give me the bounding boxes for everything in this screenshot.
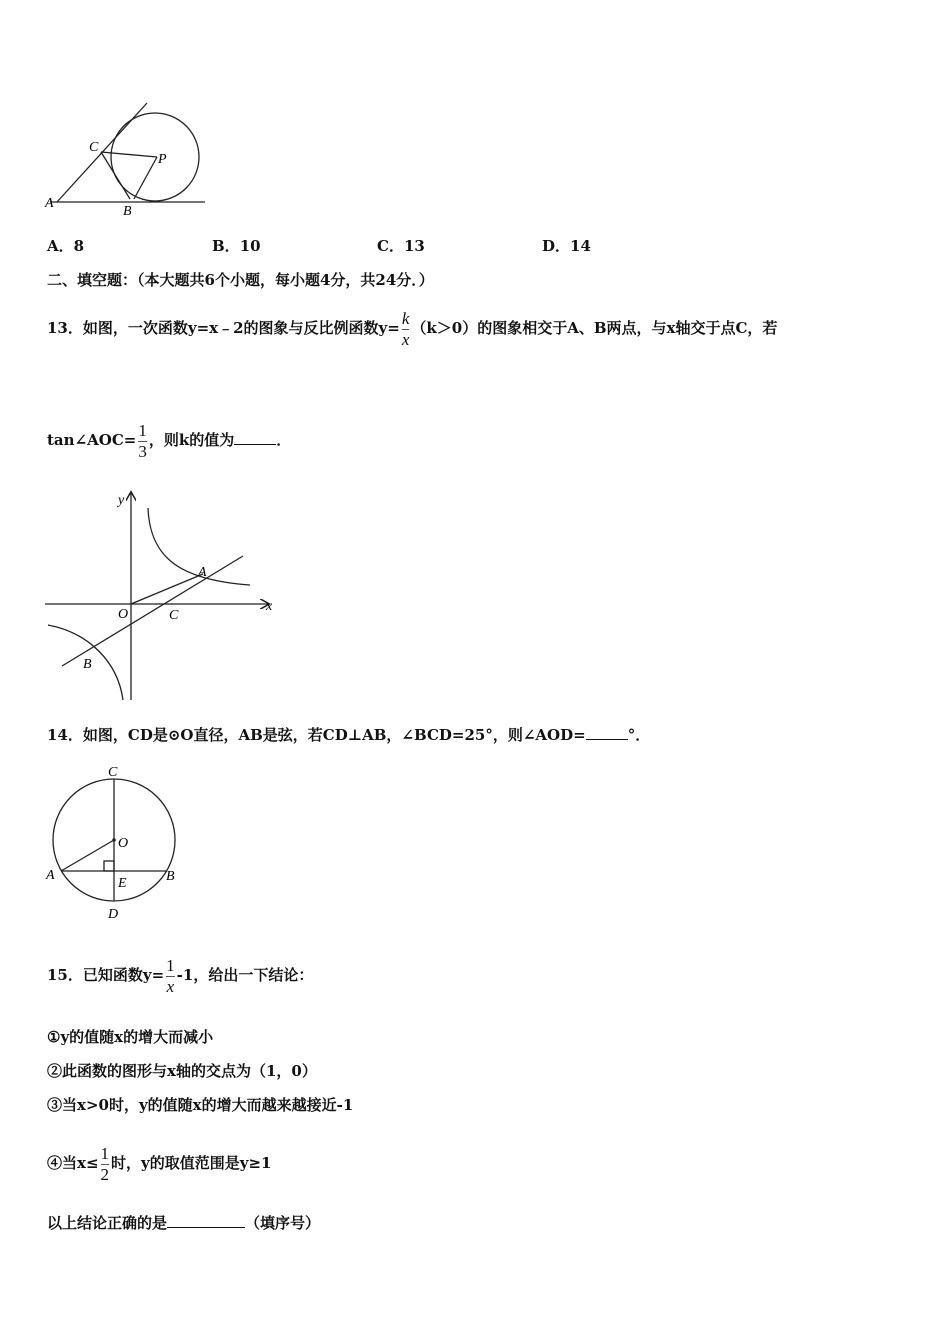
question-15: 15．已知函数y= $\frac{1}{x}$ -1，给出一下结论： bbox=[47, 955, 314, 996]
option-c: C．13 bbox=[377, 237, 425, 255]
question-13-line2: tan∠AOC= $\frac{1}{3}$ ，则k的值为 ． bbox=[47, 420, 292, 461]
conclusion-1: ①y的值随x的增大而减小 bbox=[47, 1028, 214, 1046]
label-e: E bbox=[118, 876, 127, 891]
option-b: B．10 bbox=[212, 237, 261, 255]
label-a: A bbox=[198, 565, 207, 580]
label-p: P bbox=[158, 152, 167, 167]
label-c: C bbox=[89, 140, 99, 155]
answer-blank-13[interactable] bbox=[234, 430, 276, 445]
label-x: x bbox=[266, 599, 273, 614]
segment-pb bbox=[134, 157, 157, 199]
section-title: 二、填空题：（本大题共6个小题，每小题4分，共24分．） bbox=[47, 271, 434, 289]
line-y-eq-x-minus-2 bbox=[62, 556, 243, 666]
figure-circle-diameter bbox=[40, 760, 185, 925]
fraction-one-over-x: $\frac{1}{x}$ bbox=[166, 955, 175, 996]
segment-cp bbox=[101, 152, 157, 157]
center-dot bbox=[112, 838, 116, 842]
label-a: A bbox=[45, 196, 54, 211]
figure-hyperbola-graph bbox=[40, 488, 280, 703]
conclusion-3: ③当x>0时，y的值随x的增大而越来越接近-1 bbox=[47, 1096, 354, 1114]
label-a: A bbox=[46, 868, 55, 883]
right-angle-mark bbox=[104, 861, 114, 871]
segment-cb bbox=[101, 152, 130, 199]
figure-circle-tangent bbox=[40, 95, 220, 225]
segment-oa bbox=[131, 574, 203, 604]
question-13-line1: 13．如图，一次函数y=x﹣2的图象与反比例函数y= $\frac{k}{x}$ （k＞0）的图象相交于A、B两点，与x轴交于点C，若 bbox=[47, 308, 778, 349]
conclusion-2: ②此函数的图形与x轴的交点为（1，0） bbox=[47, 1062, 317, 1080]
fraction-one-third: $\frac{1}{3}$ bbox=[138, 420, 147, 461]
label-d: D bbox=[108, 907, 119, 922]
option-a: A．8 bbox=[47, 237, 85, 255]
label-b: B bbox=[83, 657, 92, 672]
label-c: C bbox=[108, 765, 118, 780]
question-15-answer: 以上结论正确的是 （填序号） bbox=[47, 1214, 321, 1232]
label-o: O bbox=[118, 607, 129, 622]
answer-blank-14[interactable] bbox=[586, 725, 628, 740]
conclusion-4: ④当x≤ $\frac{1}{2}$ 时，y的取值范围是y≥1 bbox=[47, 1143, 272, 1184]
label-y: y bbox=[118, 493, 125, 508]
label-o: O bbox=[118, 836, 129, 851]
answer-blank-15[interactable] bbox=[167, 1213, 245, 1228]
question-14: 14．如图，CD是⊙O直径，AB是弦，若CD⊥AB，∠BCD=25°，则∠AOD= °． bbox=[47, 726, 651, 744]
label-b: B bbox=[166, 869, 175, 884]
fraction-k-over-x: $\frac{k}{x}$ bbox=[401, 308, 410, 349]
fraction-one-half: $\frac{1}{2}$ bbox=[100, 1143, 110, 1184]
label-b: B bbox=[123, 204, 132, 219]
label-c: C bbox=[169, 608, 179, 623]
option-d: D．14 bbox=[542, 237, 591, 255]
segment-ao bbox=[61, 840, 114, 871]
